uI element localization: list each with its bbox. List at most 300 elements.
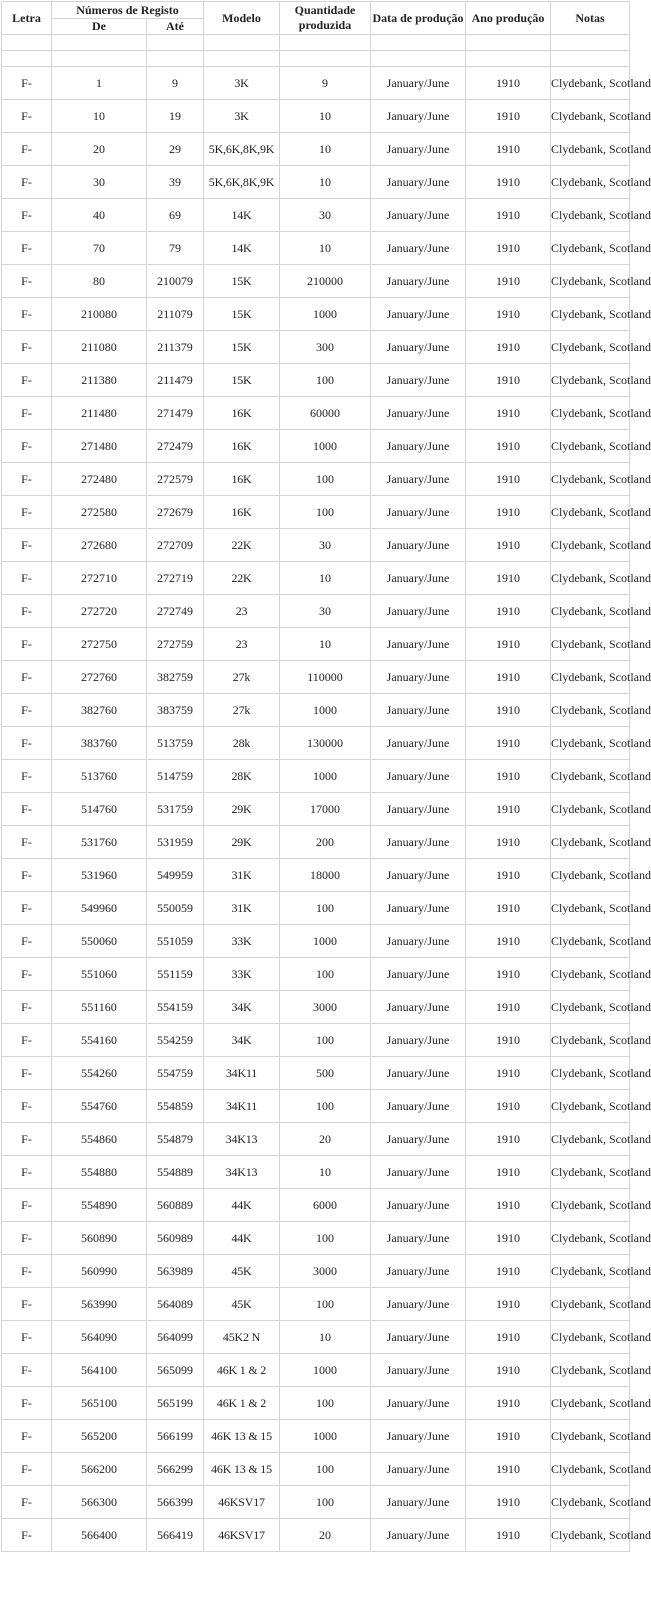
cell-data-producao: January/June <box>371 1024 466 1057</box>
cell-de: 554880 <box>52 1156 147 1189</box>
cell-letra: F- <box>2 265 52 298</box>
cell-ate: 211379 <box>147 331 204 364</box>
cell-data-producao: January/June <box>371 1519 466 1552</box>
cell-ate: 554879 <box>147 1123 204 1156</box>
cell-quantidade: 100 <box>280 892 371 925</box>
cell-modelo: 28k <box>204 727 280 760</box>
cell-de: 211380 <box>52 364 147 397</box>
cell-quantidade: 100 <box>280 1288 371 1321</box>
cell-quantidade: 100 <box>280 1453 371 1486</box>
cell-data-producao: January/June <box>371 1354 466 1387</box>
table-row <box>2 166 630 199</box>
table-row <box>2 331 630 364</box>
cell-letra: F- <box>2 1354 52 1387</box>
cell-ano-producao: 1910 <box>466 694 551 727</box>
cell-letra: F- <box>2 1387 52 1420</box>
cell-de: 566400 <box>52 1519 147 1552</box>
cell-letra: F- <box>2 199 52 232</box>
cell-quantidade: 100 <box>280 463 371 496</box>
cell-letra: F- <box>2 727 52 760</box>
cell-ano-producao: 1910 <box>466 892 551 925</box>
cell-ate: 210079 <box>147 265 204 298</box>
cell-letra: F- <box>2 1189 52 1222</box>
cell-letra: F- <box>2 496 52 529</box>
cell-quantidade: 100 <box>280 1486 371 1519</box>
cell-quantidade: 100 <box>280 1090 371 1123</box>
cell-notas: Clydebank, Scotland <box>551 298 630 331</box>
cell-modelo: 3K <box>204 100 280 133</box>
cell-quantidade: 130000 <box>280 727 371 760</box>
cell-ano-producao: 1910 <box>466 463 551 496</box>
cell-letra: F- <box>2 67 52 100</box>
cell-letra: F- <box>2 364 52 397</box>
cell-ate: 514759 <box>147 760 204 793</box>
table-row <box>2 1222 630 1255</box>
cell-modelo: 31K <box>204 892 280 925</box>
cell-letra: F- <box>2 430 52 463</box>
cell-modelo: 16K <box>204 496 280 529</box>
cell-notas: Clydebank, Scotland <box>551 1057 630 1090</box>
cell-data-producao: January/June <box>371 331 466 364</box>
cell-quantidade: 60000 <box>280 397 371 430</box>
table-row <box>2 364 630 397</box>
cell-ano-producao: 1910 <box>466 331 551 364</box>
cell-ano-producao: 1910 <box>466 859 551 892</box>
cell-de: 565200 <box>52 1420 147 1453</box>
cell-letra: F- <box>2 760 52 793</box>
cell-letra: F- <box>2 166 52 199</box>
table-row <box>2 1288 630 1321</box>
cell-ate: 29 <box>147 133 204 166</box>
cell-ate: 382759 <box>147 661 204 694</box>
cell-ate: 211079 <box>147 298 204 331</box>
cell-de: 531960 <box>52 859 147 892</box>
cell-data-producao: January/June <box>371 1255 466 1288</box>
table-row <box>2 1486 630 1519</box>
cell-ano-producao: 1910 <box>466 925 551 958</box>
cell-data-producao: January/June <box>371 1453 466 1486</box>
cell-modelo: 44K <box>204 1222 280 1255</box>
cell-modelo: 14K <box>204 199 280 232</box>
cell-notas: Clydebank, Scotland <box>551 1387 630 1420</box>
cell-letra: F- <box>2 991 52 1024</box>
cell-letra: F- <box>2 925 52 958</box>
table-row <box>2 1189 630 1222</box>
cell-letra: F- <box>2 463 52 496</box>
cell-de: 272480 <box>52 463 147 496</box>
cell-modelo: 33K <box>204 958 280 991</box>
cell-notas: Clydebank, Scotland <box>551 595 630 628</box>
cell-modelo: 22K <box>204 562 280 595</box>
cell-ate: 272719 <box>147 562 204 595</box>
cell-quantidade: 500 <box>280 1057 371 1090</box>
cell-letra: F- <box>2 133 52 166</box>
cell-ate: 554859 <box>147 1090 204 1123</box>
cell-de: 554890 <box>52 1189 147 1222</box>
cell-modelo: 15K <box>204 331 280 364</box>
cell-data-producao: January/June <box>371 859 466 892</box>
cell-de: 566200 <box>52 1453 147 1486</box>
cell-notas: Clydebank, Scotland <box>551 430 630 463</box>
header-quantidade: Quantidade produzida <box>280 2 371 35</box>
table-row <box>2 463 630 496</box>
cell-notas: Clydebank, Scotland <box>551 265 630 298</box>
cell-ate: 272479 <box>147 430 204 463</box>
cell-notas: Clydebank, Scotland <box>551 1255 630 1288</box>
cell-quantidade: 18000 <box>280 859 371 892</box>
cell-quantidade: 30 <box>280 199 371 232</box>
cell-quantidade: 10 <box>280 166 371 199</box>
cell-letra: F- <box>2 100 52 133</box>
cell-de: 272680 <box>52 529 147 562</box>
table-row <box>2 1453 630 1486</box>
cell-ano-producao: 1910 <box>466 661 551 694</box>
cell-de: 550060 <box>52 925 147 958</box>
cell-quantidade: 10 <box>280 232 371 265</box>
cell-notas: Clydebank, Scotland <box>551 1453 630 1486</box>
cell-modelo: 46K 1 & 2 <box>204 1354 280 1387</box>
cell-letra: F- <box>2 661 52 694</box>
cell-data-producao: January/June <box>371 1189 466 1222</box>
cell-ano-producao: 1910 <box>466 760 551 793</box>
cell-ate: 566199 <box>147 1420 204 1453</box>
cell-modelo: 14K <box>204 232 280 265</box>
cell-letra: F- <box>2 958 52 991</box>
cell-ano-producao: 1910 <box>466 1057 551 1090</box>
cell-data-producao: January/June <box>371 232 466 265</box>
cell-ate: 560989 <box>147 1222 204 1255</box>
cell-data-producao: January/June <box>371 826 466 859</box>
cell-de: 513760 <box>52 760 147 793</box>
cell-ate: 383759 <box>147 694 204 727</box>
header-notas: Notas <box>551 2 630 35</box>
cell-ate: 563989 <box>147 1255 204 1288</box>
cell-ate: 272679 <box>147 496 204 529</box>
cell-modelo: 22K <box>204 529 280 562</box>
cell-letra: F- <box>2 1123 52 1156</box>
cell-ate: 69 <box>147 199 204 232</box>
cell-modelo: 16K <box>204 430 280 463</box>
cell-data-producao: January/June <box>371 595 466 628</box>
cell-notas: Clydebank, Scotland <box>551 133 630 166</box>
cell-data-producao: January/June <box>371 1090 466 1123</box>
cell-de: 554760 <box>52 1090 147 1123</box>
table-row <box>2 991 630 1024</box>
cell-de: 1 <box>52 67 147 100</box>
cell-ano-producao: 1910 <box>466 628 551 661</box>
cell-quantidade: 20 <box>280 1519 371 1552</box>
cell-quantidade: 17000 <box>280 793 371 826</box>
cell-letra: F- <box>2 694 52 727</box>
cell-quantidade: 100 <box>280 1024 371 1057</box>
cell-ano-producao: 1910 <box>466 793 551 826</box>
cell-quantidade: 110000 <box>280 661 371 694</box>
cell-data-producao: January/June <box>371 1156 466 1189</box>
cell-de: 564100 <box>52 1354 147 1387</box>
cell-letra: F- <box>2 1453 52 1486</box>
cell-data-producao: January/June <box>371 199 466 232</box>
cell-quantidade: 30 <box>280 529 371 562</box>
cell-modelo: 5K,6K,8K,9K <box>204 166 280 199</box>
header-letra: Letra <box>2 2 52 35</box>
cell-notas: Clydebank, Scotland <box>551 1156 630 1189</box>
cell-letra: F- <box>2 793 52 826</box>
cell-notas: Clydebank, Scotland <box>551 760 630 793</box>
cell-data-producao: January/June <box>371 661 466 694</box>
cell-data-producao: January/June <box>371 1420 466 1453</box>
cell-quantidade: 100 <box>280 1387 371 1420</box>
cell-quantidade: 1000 <box>280 760 371 793</box>
table-row <box>2 1057 630 1090</box>
cell-ano-producao: 1910 <box>466 727 551 760</box>
cell-ano-producao: 1910 <box>466 232 551 265</box>
cell-letra: F- <box>2 1024 52 1057</box>
cell-ate: 19 <box>147 100 204 133</box>
cell-modelo: 23 <box>204 628 280 661</box>
cell-ano-producao: 1910 <box>466 1321 551 1354</box>
cell-quantidade: 10 <box>280 1156 371 1189</box>
cell-ate: 564089 <box>147 1288 204 1321</box>
table-row <box>2 496 630 529</box>
cell-data-producao: January/June <box>371 1321 466 1354</box>
cell-ano-producao: 1910 <box>466 298 551 331</box>
cell-notas: Clydebank, Scotland <box>551 1354 630 1387</box>
table-row <box>2 1255 630 1288</box>
cell-notas: Clydebank, Scotland <box>551 397 630 430</box>
cell-ano-producao: 1910 <box>466 67 551 100</box>
table-row <box>2 133 630 166</box>
cell-modelo: 16K <box>204 463 280 496</box>
table-row <box>2 1420 630 1453</box>
cell-data-producao: January/June <box>371 166 466 199</box>
cell-de: 272580 <box>52 496 147 529</box>
cell-modelo: 23 <box>204 595 280 628</box>
cell-ate: 565099 <box>147 1354 204 1387</box>
table-row <box>2 1519 630 1552</box>
cell-notas: Clydebank, Scotland <box>551 958 630 991</box>
cell-letra: F- <box>2 232 52 265</box>
cell-data-producao: January/June <box>371 925 466 958</box>
cell-de: 80 <box>52 265 147 298</box>
cell-de: 560890 <box>52 1222 147 1255</box>
cell-notas: Clydebank, Scotland <box>551 694 630 727</box>
table-row <box>2 1123 630 1156</box>
cell-data-producao: January/June <box>371 694 466 727</box>
cell-quantidade: 30 <box>280 595 371 628</box>
cell-ano-producao: 1910 <box>466 826 551 859</box>
cell-de: 514760 <box>52 793 147 826</box>
cell-data-producao: January/June <box>371 958 466 991</box>
cell-quantidade: 10 <box>280 133 371 166</box>
cell-notas: Clydebank, Scotland <box>551 1420 630 1453</box>
cell-de: 210080 <box>52 298 147 331</box>
cell-ano-producao: 1910 <box>466 1222 551 1255</box>
cell-modelo: 34K13 <box>204 1123 280 1156</box>
cell-modelo: 46KSV17 <box>204 1486 280 1519</box>
cell-modelo: 45K <box>204 1288 280 1321</box>
cell-data-producao: January/June <box>371 1123 466 1156</box>
cell-ano-producao: 1910 <box>466 100 551 133</box>
cell-modelo: 34K <box>204 1024 280 1057</box>
cell-ate: 513759 <box>147 727 204 760</box>
cell-modelo: 16K <box>204 397 280 430</box>
cell-ano-producao: 1910 <box>466 958 551 991</box>
cell-ano-producao: 1910 <box>466 496 551 529</box>
cell-ano-producao: 1910 <box>466 1255 551 1288</box>
table-row <box>2 1090 630 1123</box>
cell-notas: Clydebank, Scotland <box>551 1519 630 1552</box>
cell-de: 272750 <box>52 628 147 661</box>
cell-data-producao: January/June <box>371 364 466 397</box>
cell-ate: 79 <box>147 232 204 265</box>
cell-modelo: 44K <box>204 1189 280 1222</box>
cell-ate: 550059 <box>147 892 204 925</box>
cell-ate: 565199 <box>147 1387 204 1420</box>
cell-data-producao: January/June <box>371 793 466 826</box>
cell-notas: Clydebank, Scotland <box>551 232 630 265</box>
cell-notas: Clydebank, Scotland <box>551 1024 630 1057</box>
cell-notas: Clydebank, Scotland <box>551 364 630 397</box>
cell-modelo: 27k <box>204 694 280 727</box>
cell-ate: 211479 <box>147 364 204 397</box>
table-row <box>2 67 630 100</box>
cell-ano-producao: 1910 <box>466 991 551 1024</box>
cell-quantidade: 200 <box>280 826 371 859</box>
cell-ate: 564099 <box>147 1321 204 1354</box>
cell-data-producao: January/June <box>371 529 466 562</box>
table-row <box>2 100 630 133</box>
cell-ano-producao: 1910 <box>466 1354 551 1387</box>
cell-letra: F- <box>2 1321 52 1354</box>
table-row <box>2 562 630 595</box>
cell-de: 551160 <box>52 991 147 1024</box>
cell-de: 211480 <box>52 397 147 430</box>
cell-quantidade: 10 <box>280 562 371 595</box>
cell-data-producao: January/June <box>371 463 466 496</box>
cell-ano-producao: 1910 <box>466 1519 551 1552</box>
cell-notas: Clydebank, Scotland <box>551 1222 630 1255</box>
cell-modelo: 46K 13 & 15 <box>204 1420 280 1453</box>
header-data-producao: Data de produção <box>371 2 466 35</box>
table-row <box>2 265 630 298</box>
table-row <box>2 199 630 232</box>
cell-notas: Clydebank, Scotland <box>551 1321 630 1354</box>
cell-modelo: 5K,6K,8K,9K <box>204 133 280 166</box>
table-row <box>2 859 630 892</box>
cell-ano-producao: 1910 <box>466 1090 551 1123</box>
cell-ano-producao: 1910 <box>466 1486 551 1519</box>
table-row <box>2 397 630 430</box>
cell-notas: Clydebank, Scotland <box>551 628 630 661</box>
cell-quantidade: 9 <box>280 67 371 100</box>
cell-modelo: 29K <box>204 793 280 826</box>
cell-quantidade: 100 <box>280 364 371 397</box>
table-row <box>2 430 630 463</box>
cell-data-producao: January/June <box>371 1387 466 1420</box>
cell-notas: Clydebank, Scotland <box>551 1189 630 1222</box>
cell-ano-producao: 1910 <box>466 430 551 463</box>
cell-data-producao: January/June <box>371 133 466 166</box>
cell-ate: 566399 <box>147 1486 204 1519</box>
cell-data-producao: January/June <box>371 1057 466 1090</box>
cell-ate: 9 <box>147 67 204 100</box>
table-row <box>2 298 630 331</box>
cell-ate: 531759 <box>147 793 204 826</box>
cell-notas: Clydebank, Scotland <box>551 1288 630 1321</box>
table-row <box>2 760 630 793</box>
registry-table <box>1 1 651 1552</box>
cell-modelo: 46KSV17 <box>204 1519 280 1552</box>
cell-letra: F- <box>2 397 52 430</box>
cell-de: 566300 <box>52 1486 147 1519</box>
cell-letra: F- <box>2 1156 52 1189</box>
cell-de: 211080 <box>52 331 147 364</box>
cell-quantidade: 100 <box>280 958 371 991</box>
cell-quantidade: 1000 <box>280 430 371 463</box>
cell-modelo: 46K 13 & 15 <box>204 1453 280 1486</box>
cell-letra: F- <box>2 892 52 925</box>
cell-ano-producao: 1910 <box>466 1156 551 1189</box>
cell-notas: Clydebank, Scotland <box>551 925 630 958</box>
cell-ate: 551159 <box>147 958 204 991</box>
cell-de: 564090 <box>52 1321 147 1354</box>
cell-de: 549960 <box>52 892 147 925</box>
cell-notas: Clydebank, Scotland <box>551 166 630 199</box>
cell-quantidade: 1000 <box>280 694 371 727</box>
cell-notas: Clydebank, Scotland <box>551 463 630 496</box>
cell-notas: Clydebank, Scotland <box>551 331 630 364</box>
cell-ano-producao: 1910 <box>466 364 551 397</box>
cell-data-producao: January/June <box>371 430 466 463</box>
cell-notas: Clydebank, Scotland <box>551 67 630 100</box>
cell-quantidade: 3000 <box>280 1255 371 1288</box>
cell-modelo: 29K <box>204 826 280 859</box>
cell-letra: F- <box>2 595 52 628</box>
cell-letra: F- <box>2 1288 52 1321</box>
cell-data-producao: January/June <box>371 892 466 925</box>
cell-ate: 39 <box>147 166 204 199</box>
cell-quantidade: 100 <box>280 1222 371 1255</box>
cell-ate: 566299 <box>147 1453 204 1486</box>
cell-ano-producao: 1910 <box>466 265 551 298</box>
cell-quantidade: 20 <box>280 1123 371 1156</box>
table-row <box>2 232 630 265</box>
cell-notas: Clydebank, Scotland <box>551 991 630 1024</box>
cell-quantidade: 1000 <box>280 1354 371 1387</box>
table-row <box>2 1321 630 1354</box>
cell-ate: 554259 <box>147 1024 204 1057</box>
cell-quantidade: 10 <box>280 1321 371 1354</box>
cell-de: 271480 <box>52 430 147 463</box>
table-row <box>2 595 630 628</box>
cell-data-producao: January/June <box>371 562 466 595</box>
cell-letra: F- <box>2 529 52 562</box>
cell-de: 10 <box>52 100 147 133</box>
table-row <box>2 1387 630 1420</box>
cell-data-producao: January/June <box>371 496 466 529</box>
header-modelo: Modelo <box>204 2 280 35</box>
cell-ano-producao: 1910 <box>466 529 551 562</box>
cell-notas: Clydebank, Scotland <box>551 496 630 529</box>
cell-ano-producao: 1910 <box>466 1123 551 1156</box>
cell-ate: 272749 <box>147 595 204 628</box>
cell-ano-producao: 1910 <box>466 1288 551 1321</box>
cell-data-producao: January/June <box>371 100 466 133</box>
cell-data-producao: January/June <box>371 397 466 430</box>
cell-data-producao: January/June <box>371 760 466 793</box>
cell-de: 272760 <box>52 661 147 694</box>
cell-quantidade: 10 <box>280 100 371 133</box>
